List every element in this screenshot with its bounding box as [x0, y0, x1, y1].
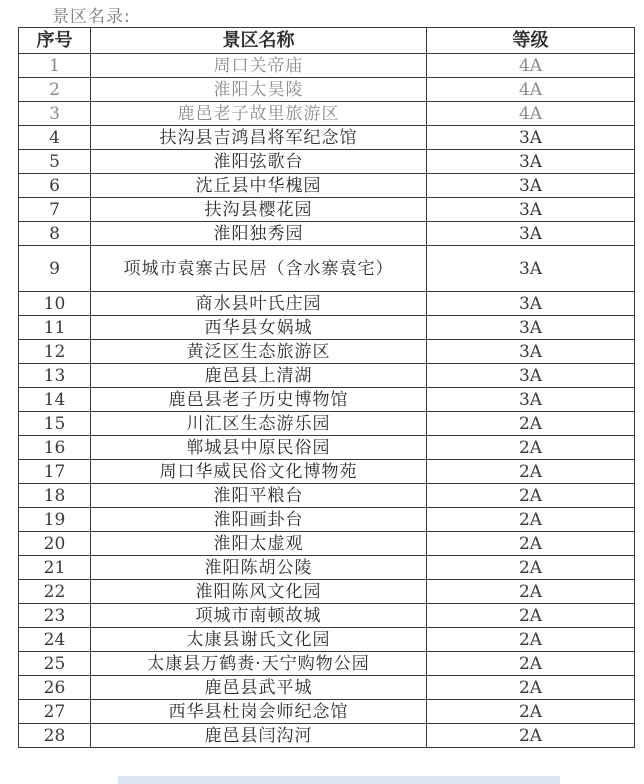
- cell-grade: 4A: [427, 54, 635, 78]
- table-row: [19, 292, 635, 316]
- cell-grade: 2A: [427, 724, 635, 748]
- table-row: [19, 484, 635, 508]
- cell-no: 21: [19, 556, 91, 580]
- cell-grade: 2A: [427, 460, 635, 484]
- cell-no: 20: [19, 532, 91, 556]
- cell-no: 19: [19, 508, 91, 532]
- cell-no: 3: [19, 102, 91, 126]
- cell-no: 16: [19, 436, 91, 460]
- table-row: [19, 652, 635, 676]
- cell-no: 25: [19, 652, 91, 676]
- cell-no: 17: [19, 460, 91, 484]
- table-row: [19, 246, 635, 292]
- cell-name: 鹿邑县闫沟河: [91, 724, 427, 748]
- cell-grade: 2A: [427, 556, 635, 580]
- cell-grade: 2A: [427, 676, 635, 700]
- cell-grade: 3A: [427, 364, 635, 388]
- cell-no: 7: [19, 198, 91, 222]
- table-row: [19, 364, 635, 388]
- cell-name: 周口关帝庙: [91, 54, 427, 78]
- table-row: [19, 102, 635, 126]
- cell-grade: 2A: [427, 532, 635, 556]
- header-name: 景区名称: [91, 28, 427, 54]
- cell-no: 12: [19, 340, 91, 364]
- cell-name: 周口华威民俗文化博物苑: [91, 460, 427, 484]
- cell-no: 28: [19, 724, 91, 748]
- caption: 景区名录:: [52, 7, 131, 27]
- cell-no: 1: [19, 54, 91, 78]
- table-row: [19, 54, 635, 78]
- cell-grade: 3A: [427, 246, 635, 292]
- cell-name: 太康县谢氏文化园: [91, 628, 427, 652]
- cell-no: 18: [19, 484, 91, 508]
- cell-grade: 2A: [427, 412, 635, 436]
- cell-name: 扶沟县樱花园: [91, 198, 427, 222]
- cell-no: 26: [19, 676, 91, 700]
- cell-grade: 2A: [427, 436, 635, 460]
- table-row: [19, 388, 635, 412]
- cell-no: 15: [19, 412, 91, 436]
- cell-no: 5: [19, 150, 91, 174]
- cell-grade: 4A: [427, 102, 635, 126]
- cell-no: 2: [19, 78, 91, 102]
- table-row: [19, 508, 635, 532]
- cell-no: 4: [19, 126, 91, 150]
- cell-no: 22: [19, 580, 91, 604]
- cell-name: 沈丘县中华槐园: [91, 174, 427, 198]
- cell-no: 23: [19, 604, 91, 628]
- cell-grade: 3A: [427, 316, 635, 340]
- cell-grade: 2A: [427, 628, 635, 652]
- cell-grade: 2A: [427, 604, 635, 628]
- cell-grade: 4A: [427, 78, 635, 102]
- table-header-row: [19, 28, 635, 54]
- cell-name: 西华县女娲城: [91, 316, 427, 340]
- cell-name: 鹿邑县武平城: [91, 676, 427, 700]
- cell-name: 商水县叶氏庄园: [91, 292, 427, 316]
- cell-grade: 3A: [427, 388, 635, 412]
- cell-name: 鹿邑县上清湖: [91, 364, 427, 388]
- cell-no: 27: [19, 700, 91, 724]
- cell-grade: 2A: [427, 652, 635, 676]
- cell-grade: 3A: [427, 126, 635, 150]
- cell-name: 淮阳陈胡公陵: [91, 556, 427, 580]
- table-body: [19, 54, 635, 748]
- cell-name: 淮阳太虚观: [91, 532, 427, 556]
- cell-grade: 3A: [427, 222, 635, 246]
- table-row: [19, 78, 635, 102]
- table-row: [19, 316, 635, 340]
- cell-name: 西华县杜岗会师纪念馆: [91, 700, 427, 724]
- scenic-spot-table: [18, 27, 635, 748]
- table-row: [19, 340, 635, 364]
- cell-name: 淮阳平粮台: [91, 484, 427, 508]
- table-row: [19, 628, 635, 652]
- table-row: [19, 532, 635, 556]
- table-row: [19, 198, 635, 222]
- cell-no: 24: [19, 628, 91, 652]
- cell-no: 8: [19, 222, 91, 246]
- table-row: [19, 556, 635, 580]
- cell-grade: 2A: [427, 508, 635, 532]
- cell-grade: 2A: [427, 700, 635, 724]
- table-row: [19, 604, 635, 628]
- table-row: [19, 412, 635, 436]
- cell-name: 项城市南顿故城: [91, 604, 427, 628]
- cell-no: 6: [19, 174, 91, 198]
- cell-grade: 2A: [427, 484, 635, 508]
- table-row: [19, 460, 635, 484]
- cell-name: 鹿邑老子故里旅游区: [91, 102, 427, 126]
- cell-name: 淮阳太昊陵: [91, 78, 427, 102]
- table-row: [19, 150, 635, 174]
- header-no: 序号: [19, 28, 91, 54]
- cell-grade: 3A: [427, 174, 635, 198]
- cell-name: 项城市袁寨古民居（含水寨袁宅）: [91, 246, 427, 292]
- cell-name: 淮阳陈风文化园: [91, 580, 427, 604]
- table-row: [19, 126, 635, 150]
- cell-no: 10: [19, 292, 91, 316]
- table-row: [19, 222, 635, 246]
- table-row: [19, 724, 635, 748]
- cell-name: 太康县万鹤赉·天宁购物公园: [91, 652, 427, 676]
- cell-name: 鹿邑县老子历史博物馆: [91, 388, 427, 412]
- header-grade: 等级: [427, 28, 635, 54]
- cell-name: 川汇区生态游乐园: [91, 412, 427, 436]
- cell-grade: 3A: [427, 150, 635, 174]
- table-row: [19, 580, 635, 604]
- bottom-bar: [118, 776, 560, 784]
- cell-grade: 3A: [427, 292, 635, 316]
- cell-name: 淮阳画卦台: [91, 508, 427, 532]
- cell-no: 9: [19, 246, 91, 292]
- cell-grade: 3A: [427, 340, 635, 364]
- cell-name: 淮阳弦歌台: [91, 150, 427, 174]
- cell-grade: 2A: [427, 580, 635, 604]
- table-row: [19, 436, 635, 460]
- cell-name: 黄泛区生态旅游区: [91, 340, 427, 364]
- table-row: [19, 174, 635, 198]
- cell-no: 14: [19, 388, 91, 412]
- table-row: [19, 700, 635, 724]
- cell-no: 13: [19, 364, 91, 388]
- cell-no: 11: [19, 316, 91, 340]
- table-row: [19, 676, 635, 700]
- cell-name: 淮阳独秀园: [91, 222, 427, 246]
- cell-grade: 3A: [427, 198, 635, 222]
- cell-name: 扶沟县吉鸿昌将军纪念馆: [91, 126, 427, 150]
- cell-name: 郸城县中原民俗园: [91, 436, 427, 460]
